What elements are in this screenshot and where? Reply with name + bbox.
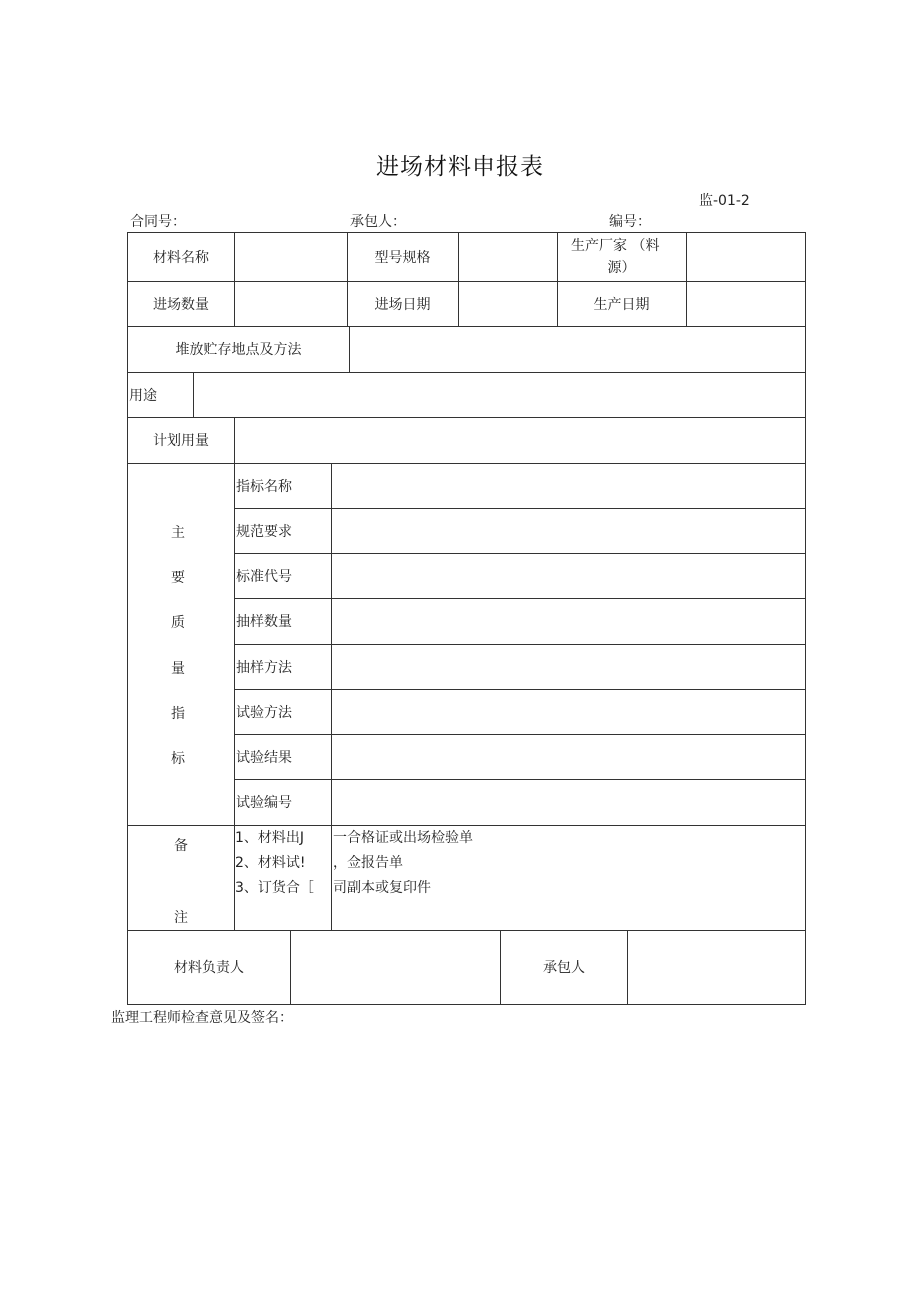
storage-label: 堆放贮存地点及方法 [175, 342, 302, 358]
table-rule [127, 463, 806, 464]
serial-number-label: 编号： [609, 214, 651, 230]
quality-label-char: 质 [171, 615, 185, 631]
quality-label-char: 标 [171, 751, 185, 767]
table-rule [627, 930, 628, 1005]
table-rule [458, 232, 459, 327]
table-rule [331, 463, 332, 931]
remarks-label-char: 注 [174, 910, 188, 926]
table-rule [127, 825, 806, 826]
remark-right-1: 一合格证或出场检验单 [333, 830, 473, 846]
remark-right-2: ，佥报告单 [333, 855, 403, 871]
quality-item: 试验方法 [236, 704, 292, 721]
contractor-label: 承包人： [350, 214, 406, 230]
table-rule [193, 372, 194, 418]
table-rule [234, 232, 235, 327]
quality-label-char: 量 [171, 661, 185, 677]
remark-left-3: 3、订货合［ [235, 880, 314, 896]
model-spec-label: 型号规格 [374, 250, 431, 266]
entry-date-label: 进场日期 [374, 296, 431, 313]
contractor-signature-label: 承包人 [543, 960, 585, 976]
remark-right-3: 司副本或复印件 [333, 880, 431, 896]
material-name-label: 材料名称 [153, 250, 209, 266]
remark-left-2: 2、材料试! [235, 855, 306, 871]
planned-amount-label: 计划用量 [153, 433, 209, 449]
remarks-label-char: 备 [174, 838, 188, 854]
quality-label-char: 要 [171, 570, 185, 586]
table-rule [290, 930, 291, 1005]
contract-number-label: 合同号： [130, 214, 186, 230]
usage-label: 用途 [129, 387, 157, 404]
table-rule [234, 417, 235, 464]
manufacturer-label-line1: 生产厂家 （料 [571, 238, 660, 254]
quality-item: 试验结果 [236, 749, 292, 766]
table-rule [349, 326, 350, 373]
table-rule [805, 232, 806, 1005]
supervisor-opinion-label: 监理工程师检查意见及签名： [111, 1010, 293, 1026]
table-rule [127, 372, 806, 373]
quality-item: 试验编号 [236, 795, 292, 811]
material-responsible-label: 材料负责人 [174, 960, 244, 976]
quality-item: 抽样数量 [236, 614, 292, 630]
form-title: 进场材料申报表 [376, 154, 544, 180]
remark-left-1: 1、材料出J [235, 830, 305, 846]
quality-label-char: 主 [171, 525, 185, 541]
production-date-label: 生产日期 [593, 296, 650, 313]
quality-item: 指标名称 [236, 478, 292, 495]
quality-label-char: 指 [171, 706, 185, 722]
table-rule [686, 232, 687, 327]
form-code: 监-01-2 [699, 193, 750, 209]
manufacturer-label-line2: 源） [607, 260, 636, 276]
quality-item: 规范要求 [236, 523, 292, 540]
quality-item: 标准代号 [236, 568, 292, 585]
entry-quantity-label: 进场数量 [153, 296, 209, 313]
manufacturer-label [557, 233, 686, 281]
quality-item: 抽样方法 [236, 659, 292, 676]
table-rule [127, 1004, 806, 1005]
